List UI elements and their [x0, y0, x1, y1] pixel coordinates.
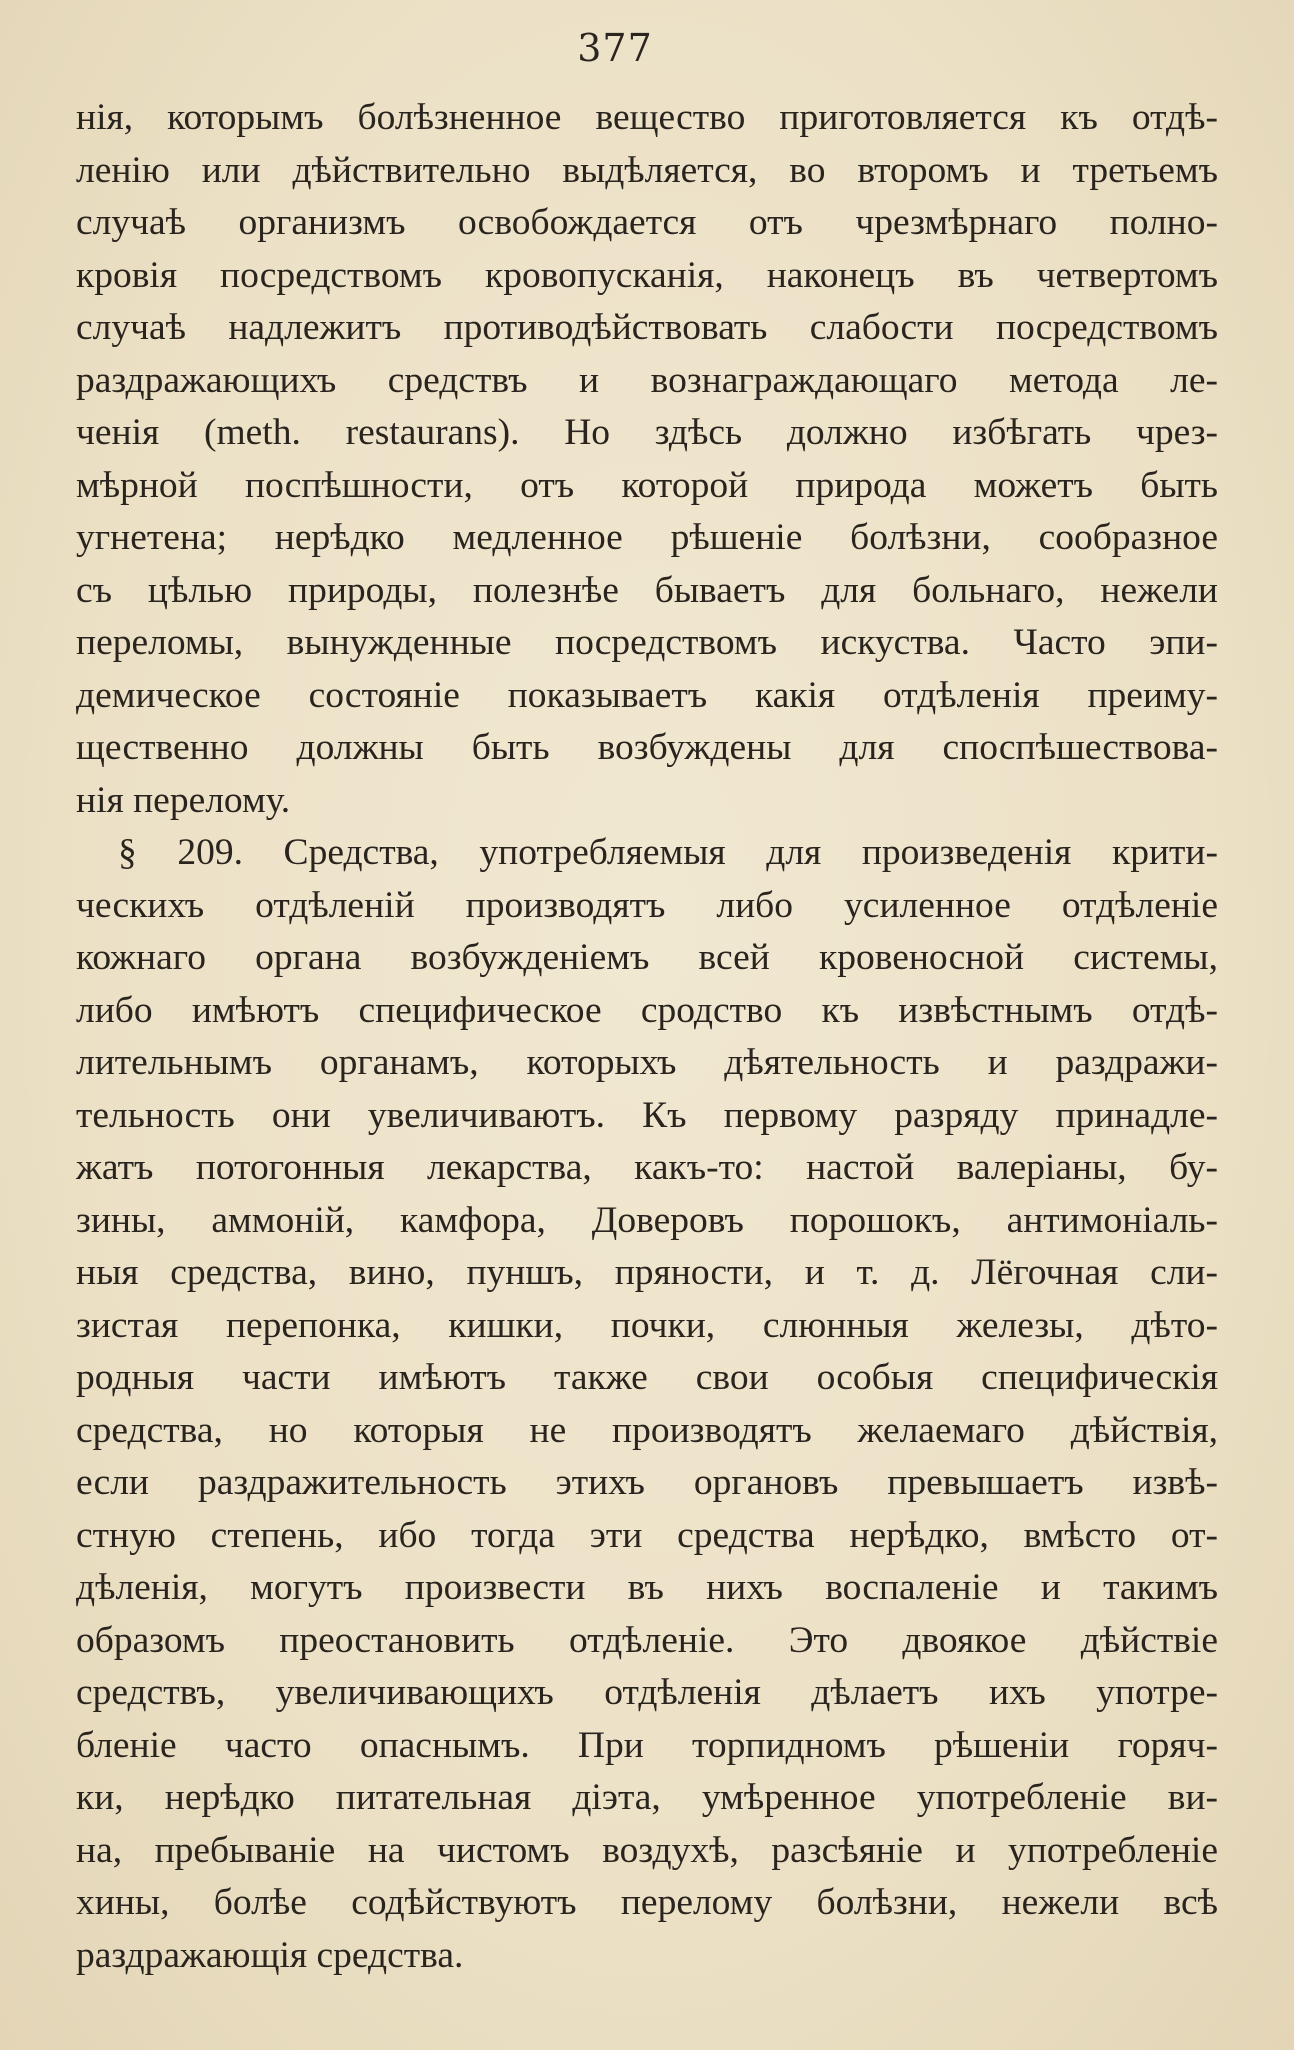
text-line: случаѣ организмъ освобождается отъ чрезмѣрнаго полно- [76, 202, 1218, 243]
text-line: хины, болѣе содѣйствуютъ перелому болѣзни, нежели всѣ [76, 1882, 1218, 1923]
text-line: лительнымъ органамъ, которыхъ дѣятельность и раздражи- [76, 1042, 1218, 1083]
text-line: ченія (meth. restaurans). Но здѣсь должно избѣгать чрез- [76, 412, 1218, 453]
page-number: 377 [577, 26, 653, 70]
text-line: зины, аммоній, камфора, Доверовъ порошокъ, антимоніаль- [76, 1199, 1218, 1241]
text-line: стную степень, ибо тогда эти средства нерѣдко, вмѣсто от- [76, 1514, 1218, 1556]
body-text [76, 92, 1218, 1982]
section-209-first-line: § 209. Средства, употребляемыя для произведенія крити- [118, 832, 1218, 873]
text-line: если раздражительность этихъ органовъ превышаетъ извѣ- [76, 1462, 1218, 1503]
text-line: угнетена; нерѣдко медленное рѣшеніе болѣзни, сообразное [76, 517, 1218, 558]
text-line: демическое состояніе показываетъ какія отдѣленія преиму- [76, 674, 1218, 716]
text-line: бленіе часто опаснымъ. При торпидномъ рѣшеніи горяч- [76, 1724, 1218, 1766]
text-line: средства, но которыя не производятъ желаемаго дѣйствія, [76, 1409, 1218, 1451]
text-line: ки, нерѣдко питательная діэта, умѣренное употребленіе ви- [76, 1777, 1218, 1818]
text-line: съ цѣлью природы, полезнѣе бываетъ для больнаго, нежели [76, 569, 1218, 611]
text-line: тельность они увеличиваютъ. Къ первому разряду принадле- [76, 1094, 1218, 1136]
text-line: нія, которымъ болѣзненное вещество приготовляется къ отдѣ- [76, 97, 1218, 138]
text-line: ныя средства, вино, пуншъ, пряности, и т. д. Лёгочная сли- [76, 1252, 1218, 1293]
text-line: на, пребываніе на чистомъ воздухѣ, разсѣяніе и употребленіе [76, 1829, 1218, 1871]
text-line: либо имѣютъ специфическое сродство къ извѣстнымъ отдѣ- [76, 989, 1218, 1031]
text-line: родныя части имѣютъ также свои особыя специфическія [76, 1357, 1218, 1398]
text-line: переломы, вынужденные посредствомъ искуства. Часто эпи- [76, 622, 1218, 663]
paragraph-end-line: нія перелому. [76, 779, 291, 821]
text-line: ленію или дѣйствительно выдѣляется, во второмъ и третьемъ [76, 149, 1218, 191]
text-line: средствъ, увеличивающихъ отдѣленія дѣлаетъ ихъ употре- [76, 1672, 1218, 1713]
text-line: жатъ потогонныя лекарства, какъ-то: настой валеріаны, бу- [76, 1147, 1218, 1188]
text-line: кожнаго органа возбужденіемъ всей кровеносной системы, [76, 937, 1218, 978]
text-line: кровія посредствомъ кровопусканія, наконецъ въ четвертомъ [76, 254, 1218, 296]
text-line: зистая перепонка, кишки, почки, слюнныя железы, дѣто- [76, 1304, 1218, 1346]
text-line: дѣленія, могутъ произвести въ нихъ воспаленіе и такимъ [76, 1567, 1218, 1608]
text-line: ческихъ отдѣленій производятъ либо усиленное отдѣленіе [76, 884, 1218, 926]
text-line: случаѣ надлежитъ противодѣйствовать слабости посредствомъ [76, 307, 1218, 348]
text-line: раздражающихъ средствъ и вознаграждающаго метода ле- [76, 359, 1218, 401]
text-line: мѣрной поспѣшности, отъ которой природа можетъ быть [76, 464, 1218, 506]
paragraph-end-line: раздражающія средства. [76, 1934, 464, 1976]
text-line: щественно должны быть возбуждены для споспѣшествова- [76, 727, 1218, 768]
text-line: образомъ преостановить отдѣленіе. Это двоякое дѣйствіе [76, 1619, 1218, 1661]
